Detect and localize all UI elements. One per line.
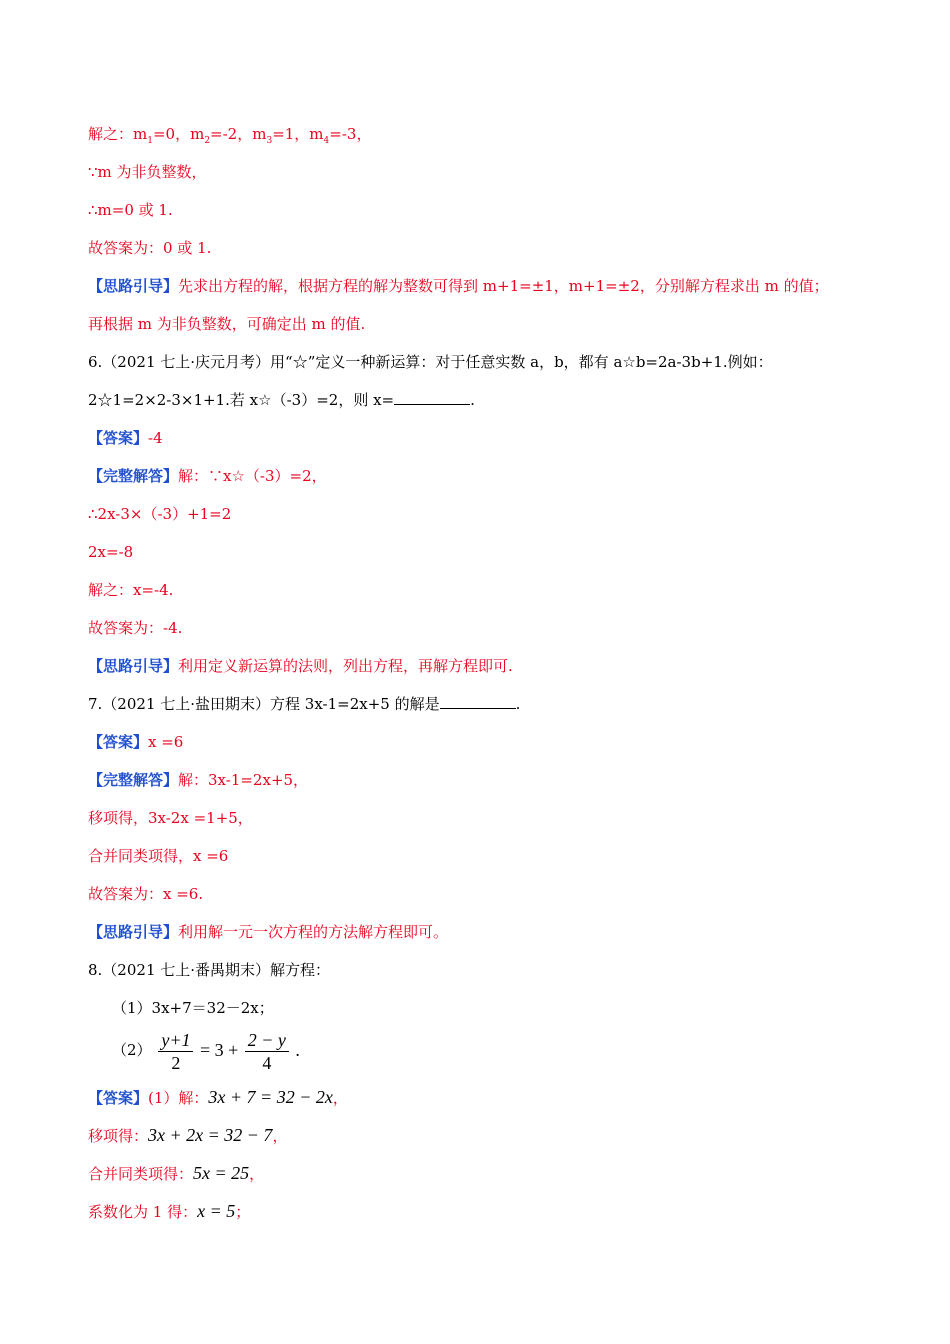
q8-part-2: （2） $\frac{y+1}{2}$ = 3 + $\frac{2 - y}{4}$ . <box>112 1030 300 1074</box>
answer-tag: 【答案】 <box>88 429 149 447</box>
q8-answer-line-2: 移项得：3x + 2x = 32 − 7， <box>88 1125 288 1145</box>
full-solution-tag: 【完整解答】 <box>88 771 179 789</box>
q8-part-1: （1）3x+7＝32－2x； <box>112 999 274 1017</box>
answer-blank <box>394 390 470 405</box>
fraction-2: $\frac{2 - y}{4}$ <box>245 1029 289 1074</box>
q8-answer-line-1: 【答案】(1）解：3x + 7 = 32 − 2x， <box>88 1087 348 1107</box>
hint-tag: 【思路引导】 <box>88 923 179 941</box>
q6-solution-line-3: 2x=-8 <box>88 543 134 561</box>
hint-tag: 【思路引导】 <box>88 277 179 295</box>
q5-hint-line-2: 再根据 m 为非负整数，可确定出 m 的值. <box>88 315 366 333</box>
q7-solution-line-4: 故答案为：x =6. <box>88 885 204 903</box>
q8-answer-line-3: 合并同类项得：5x = 25， <box>88 1163 265 1183</box>
answer-blank <box>440 694 516 709</box>
q7-answer: 【答案】x =6 <box>88 733 184 751</box>
q6-solution-line-4: 解之：x=-4. <box>88 581 174 599</box>
q5-solution-line-4: 故答案为：0 或 1. <box>88 239 212 257</box>
fraction-1: $\frac{y+1}{2}$ <box>158 1029 193 1074</box>
answer-tag: 【答案】 <box>88 1089 149 1107</box>
q8-stem: 8.（2021 七上·番禺期末）解方程： <box>88 961 331 979</box>
q6-answer: 【答案】-4 <box>88 429 163 447</box>
q5-hint-line-1: 【思路引导】先求出方程的解，根据方程的解为整数可得到 m+1=±1，m+1=±2，分别解方程求出 m 的值； <box>88 277 829 295</box>
q7-solution-line-3: 合并同类项得，x =6 <box>88 847 229 865</box>
q5-solution-line-2: ∵m 为非负整数， <box>88 163 207 181</box>
q5-solution-line-3: ∴m=0 或 1. <box>88 201 173 219</box>
q6-stem-line-1: 6.（2021 七上·庆元月考）用“☆”定义一种新运算：对于任意实数 a，b，都有 a☆b=2a-3b+1.例如： <box>88 353 773 371</box>
q7-stem: 7.（2021 七上·盐田期末）方程 3x-1=2x+5 的解是 . <box>88 695 521 713</box>
q7-hint: 【思路引导】利用解一元一次方程的方法解方程即可。 <box>88 923 449 941</box>
q8-answer-line-4: 系数化为 1 得：x = 5； <box>88 1201 251 1221</box>
answer-tag: 【答案】 <box>88 733 149 751</box>
q7-solution-line-2: 移项得，3x-2x =1+5， <box>88 809 253 827</box>
hint-tag: 【思路引导】 <box>88 657 179 675</box>
q6-solution-line-2: ∴2x-3×（-3）+1=2 <box>88 505 232 523</box>
q6-solution-line-5: 故答案为：-4. <box>88 619 183 637</box>
q6-stem-line-2: 2☆1=2×2-3×1+1.若 x☆（-3）=2，则 x= . <box>88 391 475 409</box>
q6-hint: 【思路引导】利用定义新运算的法则，列出方程，再解方程即可. <box>88 657 513 675</box>
q7-solution-line-1: 【完整解答】解：3x-1=2x+5， <box>88 771 309 789</box>
q6-solution-line-1: 【完整解答】解：∵x☆（-3）=2， <box>88 467 327 485</box>
full-solution-tag: 【完整解答】 <box>88 467 179 485</box>
q5-solution-line-1: 解之：$m_1=0$，$m_2=-2$，$m_3=1$，$m_4=-3$， <box>88 125 372 146</box>
